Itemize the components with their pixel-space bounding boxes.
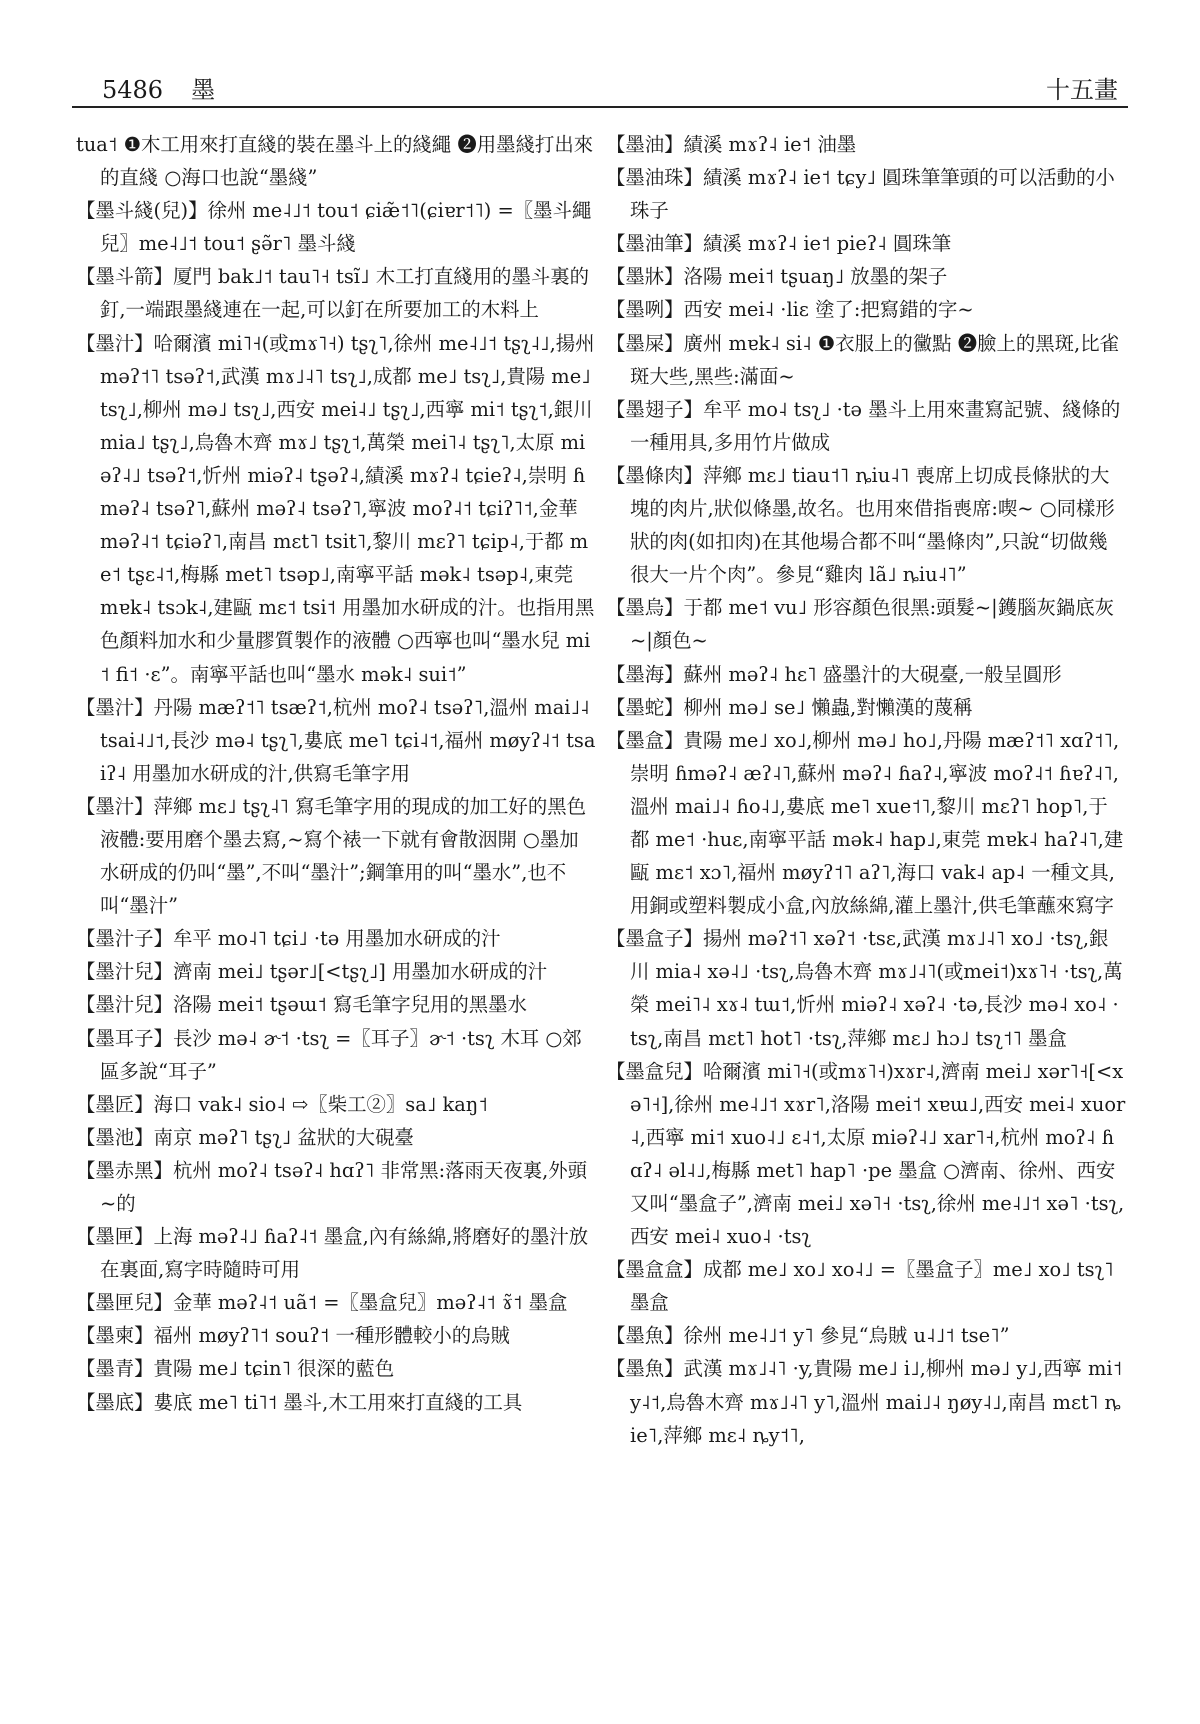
dictionary-entry: 【墨盒盒】成都 me˩ xo˩ xo˨˩ =〖墨盒子〗me˩ xo˩ tsʅ˥ 墨盒: [606, 1258, 1114, 1315]
dictionary-entry: 【墨烏】于都 me˦ vu˩ 形容顏色很黑:頭髮~|鑊腦灰鍋底灰~|顏色~: [606, 596, 1115, 653]
dictionary-entry: 【墨盒】貴陽 me˩ xo˩,柳州 mə˩ ho˩,丹陽 mæʔ˦˥ xɑʔ˦˥,崇明 ɦməʔ˨ æʔ˨˥,蘇州 məʔ˨ ɦaʔ˨,寧波 moʔ˨˦ ɦɐʔ˨˥,溫州 mai˩˨ ɦo˨˩,婁底 me˥ xue˦˥,黎川 mɛʔ˥ hop˥,于都 me˦ ·huɛ,南寧平話 mək˨ hap˩,東莞 mɐk˨ haʔ˨˥,建甌 mɛ˦ xɔ˥,福州 møyʔ˦˥ aʔ˥,海口 vak˨ ap˨ 一種文具,用銅或塑料製成小盒,內放絲綿,灌上墨汁,供毛筆蘸來寫字: [606, 728, 1124, 918]
dictionary-entry: 【墨汁兒】濟南 mei˩ tʂər˩[<tʂʅ˩] 用墨加水研成的汁: [76, 960, 548, 984]
header-rule: [72, 106, 1128, 108]
dictionary-entry: 【墨海】蘇州 məʔ˨ hɛ˥ 盛墨汁的大硯臺,一般呈圓形: [606, 662, 1062, 686]
dictionary-entry: 【墨匣兒】金華 məʔ˨˦ uã˦ =〖墨盒兒〗məʔ˨˦ ɤ̃˦ 墨盒: [76, 1291, 568, 1315]
dictionary-entry: tua˦ ❶木工用來打直綫的裝在墨斗上的綫繩 ❷用墨綫打出來的直綫 ○海口也說“墨綫”: [76, 133, 594, 190]
dictionary-entry: 【墨魚】武漢 mɤ˩˨˥ ·y,貴陽 me˩ i˩,柳州 mə˩ y˩,西寧 mi˦ y˨˦,烏魯木齊 mɤ˩˨˥ y˥,溫州 mai˩˨ ŋøy˨˩,南昌 mɛt˥ ȵie˥,萍鄉 mɛ˨ ȵy˦˥,: [606, 1357, 1123, 1447]
dictionary-entry: 【墨汁】丹陽 mæʔ˦˥ tsæʔ˦,杭州 moʔ˨ tsəʔ˥,溫州 mai˩˨ tsai˨˩˦,長沙 mə˨ tʂʅ˥,婁底 me˥ tɕi˨˦,福州 møyʔ˨˦ tsaiʔ˨ 用墨加水研成的汁,供寫毛筆字用: [76, 695, 596, 785]
dictionary-entry: 【墨條肉】萍鄉 mɛ˩ tiau˦˥ ȵiu˨˥ 喪席上切成長條狀的大塊的肉片,狀似條墨,故名。也用來借指喪席:喫~ ○同樣形狀的肉(如扣肉)在其他場合都不叫“墨條肉”,只說“切做幾很大一片个肉”。參見“雞肉 lã˩ ȵiu˨˥”: [606, 463, 1115, 587]
running-head: [72, 70, 1128, 110]
dictionary-entry: 【墨盒兒】哈爾濱 mi˥˧(或mɤ˥˧)xɤr˨,濟南 mei˩ xər˥˧[<xə˥˧],徐州 me˨˩˦ xɤr˥,洛陽 mei˦ xɐɯ˩,西安 mei˨ xuor˨,西寧 mi˦ xuo˨˩ ɛ˨˦,太原 miəʔ˨˩ xar˥˧,杭州 moʔ˨ ɦɑʔ˨ əl˨˩,梅縣 met˥ hap˥ ·pe 墨盒 ○濟南、徐州、西安又叫“墨盒子”,濟南 mei˩ xə˥˧ ·tsʅ,徐州 me˨˩˦ xə˥ ·tsʅ,西安 mei˨ xuo˨ ·tsʅ: [606, 1059, 1126, 1249]
stroke-count: 十五畫: [1046, 76, 1118, 104]
dictionary-entry: 【墨油珠】績溪 mɤʔ˨ ie˦ tɕy˩ 圓珠筆筆頭的可以活動的小珠子: [606, 166, 1115, 223]
dictionary-entry: 【墨斗箭】厦門 bak˩˦ tau˥˧ tsĩ˩ 木工打直綫用的墨斗裏的釘,一端跟墨綫連在一起,可以釘在所要加工的木料上: [76, 265, 590, 322]
head-character: 墨: [191, 76, 216, 104]
dictionary-entry: 【墨咧】西安 mei˨ ·liɛ 塗了:把寫錯的字~: [606, 298, 974, 322]
dictionary-entry: 【墨柬】福州 møyʔ˥˦ souʔ˦ 一種形體較小的烏賊: [76, 1324, 510, 1348]
dictionary-entry: 【墨汁】萍鄉 mɛ˩ tʂʅ˨˥ 寫毛筆字用的現成的加工好的黑色液體:要用磨个墨去寫,~寫个裱一下就有會散洇開 ○墨加水研成的仍叫“墨”,不叫“墨汁”;鋼筆用的叫“墨水”,也不叫“墨汁”: [76, 794, 586, 918]
dictionary-entry: 【墨屎】廣州 mɐk˨ si˨ ❶衣服上的黴點 ❷臉上的黑斑,比雀斑大些,黑些:滿面~: [606, 331, 1119, 388]
right-column: [606, 128, 1126, 1708]
dictionary-entry: 【墨匠】海口 vak˨ sio˨ ⇨〖柴工②〗sa˩ kaŋ˦: [76, 1092, 488, 1116]
dictionary-entry: 【墨盒子】揚州 məʔ˦˥ xəʔ˦ ·tsɛ,武漢 mɤ˩˨˥ xo˩ ·tsʅ,銀川 mia˨ xə˨˩ ·tsʅ,烏魯木齊 mɤ˩˨˥(或mei˦)xɤ˥˧ ·tsʅ,萬榮 mei˥˨ xɤ˨ tɯ˦,忻州 miəʔ˨ xəʔ˨ ·tə,長沙 mə˨ xo˨ ·tsʅ,南昌 mɛt˥ hot˥ ·tsʅ,萍鄉 mɛ˩ hɔ˩ tsʅ˦˥ 墨盒: [606, 927, 1123, 1050]
dictionary-entry: 【墨蛇】柳州 mə˩ se˩ 懶蟲,對懶漢的蔑稱: [606, 695, 973, 719]
dictionary-entry: 【墨青】貴陽 me˩ tɕin˥ 很深的藍色: [76, 1357, 395, 1381]
dictionary-entry: 【墨汁兒】洛陽 mei˦ tʂəɯ˦ 寫毛筆字兒用的黑墨水: [76, 993, 527, 1017]
page-number: 5486: [102, 76, 164, 104]
running-head-left: [102, 70, 215, 105]
left-column: [76, 128, 596, 1708]
dictionary-entry: 【墨底】婁底 me˥ ti˥˦ 墨斗,木工用來打直綫的工具: [76, 1390, 523, 1414]
dictionary-entry: 【墨汁】哈爾濱 mi˥˧(或mɤ˥˧) tʂʅ˥,徐州 me˨˩˦ tʂʅ˨˩,揚州 məʔ˦˥ tsəʔ˦,武漢 mɤ˩˨˥ tsʅ˩,成都 me˩ tsʅ˩,貴陽 me˩ tsʅ˩,柳州 mə˩ tsʅ˩,西安 mei˨˩ tʂʅ˩,西寧 mi˦ tʂʅ˦,銀川 mia˩ tʂʅ˩,烏魯木齊 mɤ˩ tʂʅ˦,萬榮 mei˥˨ tʂʅ˥,太原 miəʔ˨˩ tsəʔ˦,忻州 miəʔ˨ tʂəʔ˨,績溪 mɤʔ˨ tɕieʔ˨,崇明 ɦməʔ˨ tsəʔ˥,蘇州 məʔ˨ tsəʔ˥,寧波 moʔ˨˦ tɕiʔ˥˦,金華 məʔ˨˦ tɕiəʔ˥,南昌 mɛt˥ tsit˥,黎川 mɛʔ˥ tɕip˨,于都 me˦ tʂɛ˨˦,梅縣 met˥ tsəp˩,南寧平話 mək˨ tsəp˨,東莞 mɐk˨ tsɔk˨,建甌 mɛ˦ tsi˦ 用墨加水研成的汁。也指用黑色顏料加水和少量膠質製作的液體 ○西寧也叫“墨水兒 mi˦ fi˦ ·ɛ”。南寧平話也叫“墨水 mək˨ sui˦”: [76, 331, 595, 686]
dictionary-entry: 【墨牀】洛陽 mei˦ tʂuaŋ˩ 放墨的架子: [606, 265, 948, 289]
dictionary-entry: 【墨魚】徐州 me˨˩˦ y˥ 參見“烏賊 u˨˩˦ tse˥”: [606, 1324, 1010, 1348]
dictionary-entry: 【墨池】南京 məʔ˥ tʂʅ˩ 盆狀的大硯臺: [76, 1125, 414, 1149]
dictionary-entry: 【墨油】績溪 mɤʔ˨ ie˦ 油墨: [606, 133, 857, 156]
dictionary-entry: 【墨油筆】績溪 mɤʔ˨ ie˦ pieʔ˨ 圓珠筆: [606, 232, 952, 256]
dictionary-entry: 【墨翅子】牟平 mo˨ tsʅ˩ ·tə 墨斗上用來畫寫記號、綫條的一種用具,多用竹片做成: [606, 397, 1121, 454]
dictionary-entry: 【墨斗綫(兒)】徐州 me˨˩˦ tou˦ ɕiæ̃˦˥(ɕiɐr˦˥) =〖墨斗繩兒〗me˨˩˦ tou˦ ʂə̃r˥ 墨斗綫: [76, 199, 592, 256]
dictionary-entry: 【墨耳子】長沙 mə˨ ɚ˦ ·tsʅ =〖耳子〗ɚ˦ ·tsʅ 木耳 ○郊區多說“耳子”: [76, 1026, 582, 1083]
dictionary-entry: 【墨赤黑】杭州 moʔ˨ tsəʔ˨ hɑʔ˥ 非常黑:落雨天夜裏,外頭~的: [76, 1158, 588, 1215]
dictionary-entry: 【墨汁子】牟平 mo˨˥ tɕi˩ ·tə 用墨加水研成的汁: [76, 927, 501, 951]
dictionary-entry: 【墨匣】上海 məʔ˨˩ ɦaʔ˨˦ 墨盒,內有絲綿,將磨好的墨汁放在裏面,寫字時隨時可用: [76, 1225, 589, 1282]
